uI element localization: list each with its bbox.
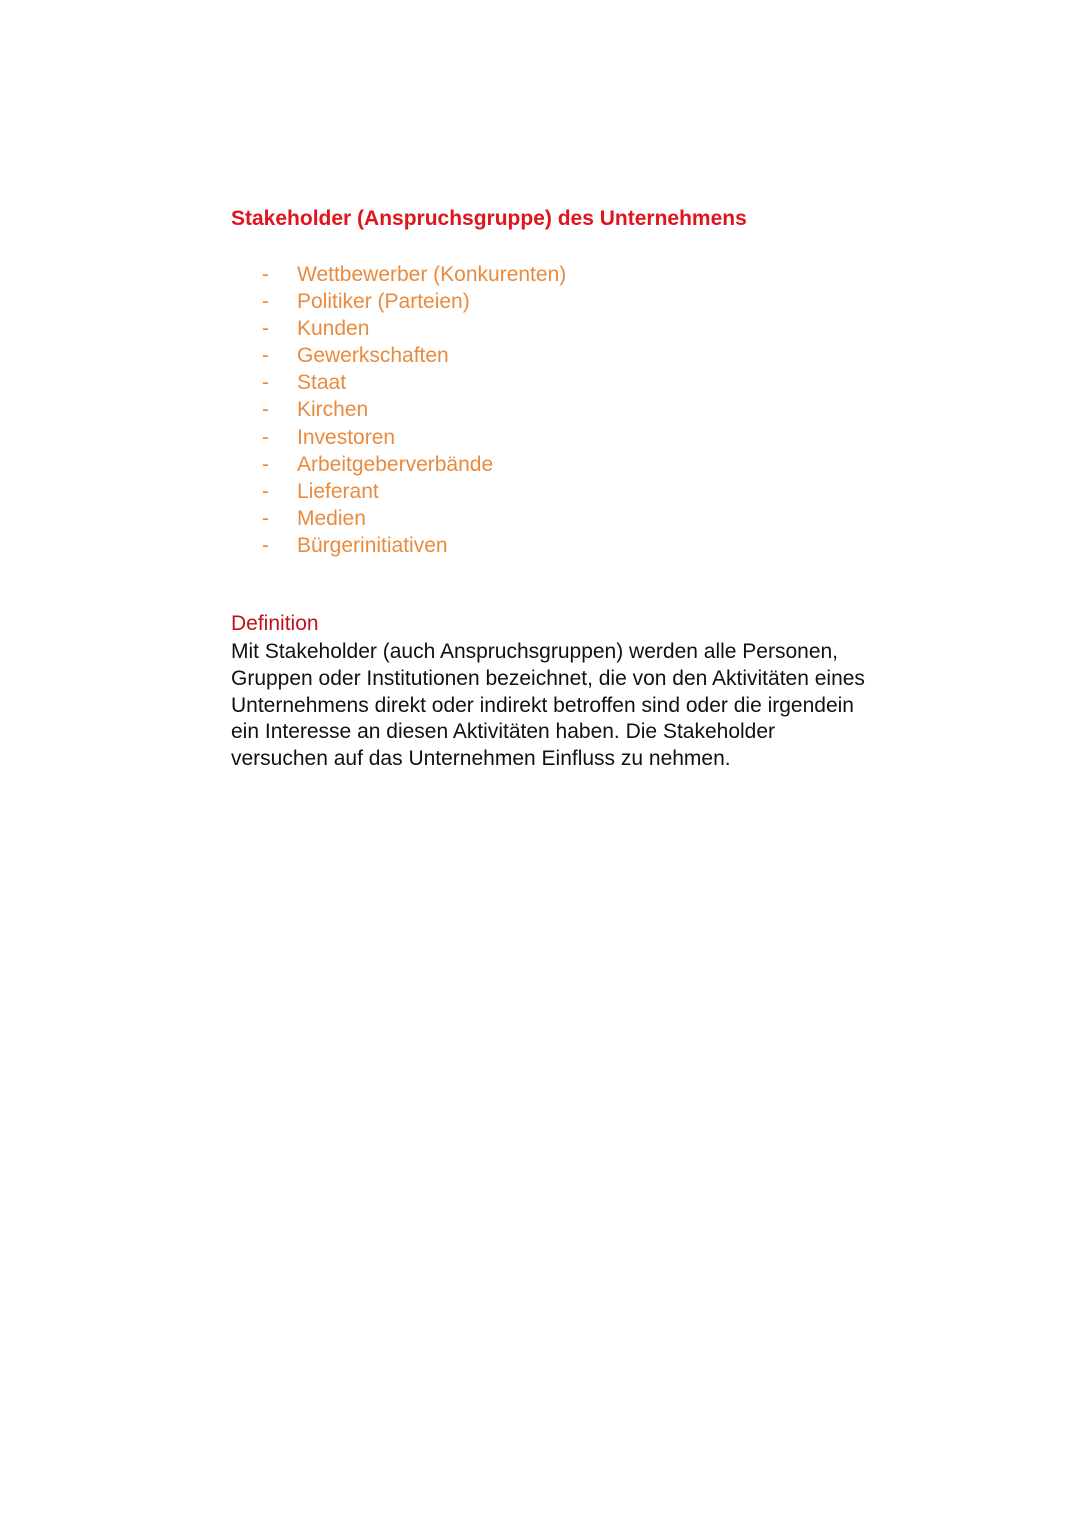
bullet-dash: - <box>262 398 269 422</box>
definition-line: ein Interesse an diesen Aktivitäten haben. Die Stakeholder <box>231 720 776 744</box>
list-item <box>262 505 566 532</box>
bullet-dash: - <box>262 290 269 314</box>
bullet-dash: - <box>262 344 269 368</box>
list-item <box>262 369 566 396</box>
list-item-label: Lieferant <box>297 479 379 503</box>
definition-heading: Definition <box>231 612 319 635</box>
list-item <box>262 342 566 369</box>
list-item-label: Kunden <box>297 317 370 341</box>
bullet-dash: - <box>262 263 269 286</box>
list-item-label: Arbeitgeberverbände <box>297 452 494 476</box>
bullet-dash: - <box>262 317 269 341</box>
definition-line: Mit Stakeholder (auch Anspruchsgruppen) werden alle Personen, <box>231 640 839 663</box>
page-title: Stakeholder (Anspruchsgruppe) des Unternehmens <box>231 207 747 230</box>
definition-line: Gruppen oder Institutionen bezeichnet, die von den Aktivitäten eines <box>231 666 865 690</box>
list-item-label: Bürgerinitiativen <box>297 533 448 557</box>
definition-line: Unternehmens direkt oder indirekt betroffen sind oder die irgendein <box>231 693 854 717</box>
list-item <box>262 288 566 315</box>
list-item-label: Medien <box>297 506 366 530</box>
list-item <box>262 451 566 478</box>
definition-paragraph <box>231 639 911 773</box>
list-item <box>262 424 566 451</box>
list-item-label: Gewerkschaften <box>297 344 449 368</box>
list-item <box>262 478 566 505</box>
list-item-label: Investoren <box>297 425 396 449</box>
list-item-label: Staat <box>297 371 347 395</box>
list-item-label: Wettbewerber (Konkurenten) <box>297 263 567 286</box>
list-item <box>262 396 566 423</box>
list-item <box>262 315 566 342</box>
definition-line: versuchen auf das Unternehmen Einfluss zu nehmen. <box>231 747 731 771</box>
bullet-dash: - <box>262 425 269 449</box>
bullet-dash: - <box>262 452 269 476</box>
list-item-label: Politiker (Parteien) <box>297 290 470 314</box>
bullet-dash: - <box>262 506 269 530</box>
list-item <box>262 261 566 288</box>
bullet-dash: - <box>262 533 269 557</box>
list-item <box>262 532 566 559</box>
bullet-dash: - <box>262 479 269 503</box>
bullet-dash: - <box>262 371 269 395</box>
stakeholder-list <box>262 261 566 559</box>
list-item-label: Kirchen <box>297 398 369 422</box>
